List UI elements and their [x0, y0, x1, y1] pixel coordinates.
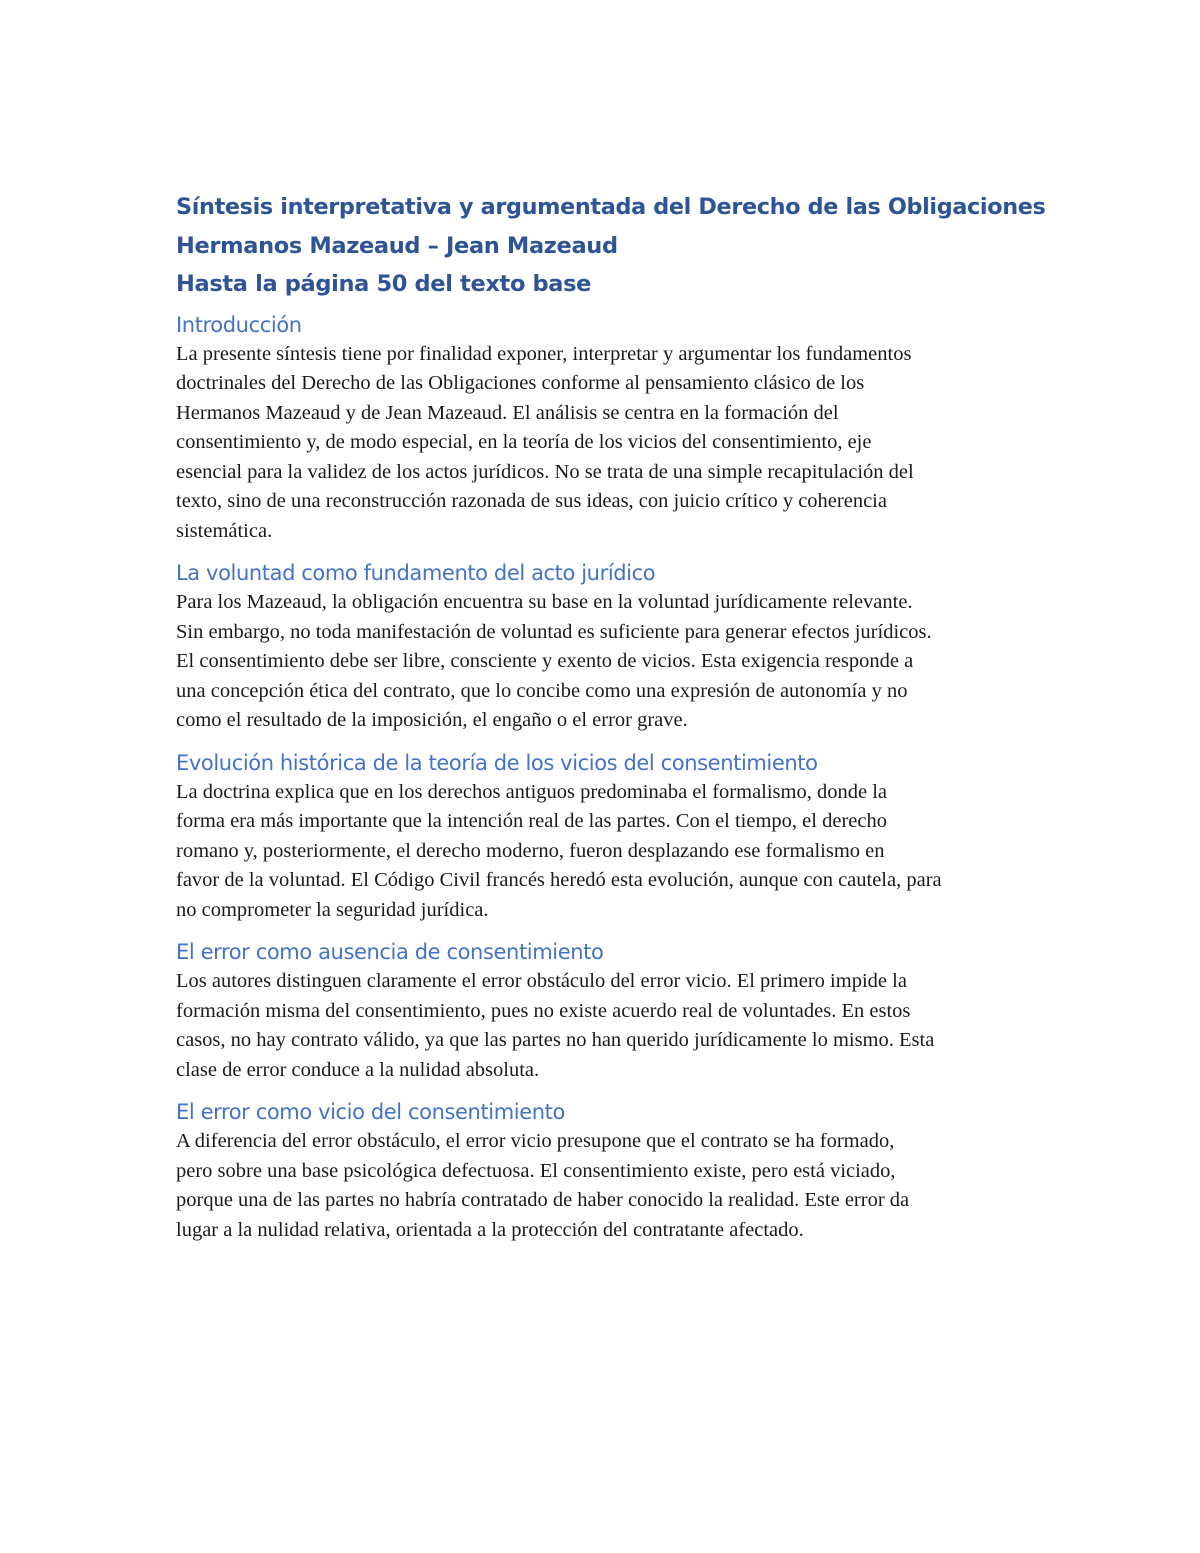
- body-line: A diferencia del error obstáculo, el error vicio presupone que el contrato se ha formado,: [176, 1130, 895, 1152]
- body-line: Los autores distinguen claramente el error obstáculo del error vicio. El primero impide la: [176, 970, 907, 992]
- body-line: sistemática.: [176, 519, 273, 542]
- body-line: forma era más importante que la intención real de las partes. Con el tiempo, el derecho: [176, 810, 887, 832]
- section-heading: El error como ausencia de consentimiento: [176, 940, 604, 964]
- author-line: Hermanos Mazeaud – Jean Mazeaud: [176, 232, 618, 259]
- body-line: La presente síntesis tiene por finalidad exponer, interpretar y argumentar los fundamentos: [176, 342, 912, 365]
- body-line: Para los Mazeaud, la obligación encuentra su base en la voluntad jurídicamente relevante.: [176, 591, 913, 613]
- section-introduccion: [176, 310, 1036, 547]
- section-heading: Evolución histórica de la teoría de los vicios del consentimiento: [176, 750, 818, 775]
- body-line: clase de error conduce a la nulidad absoluta.: [176, 1058, 540, 1081]
- section-body: [176, 967, 1036, 1085]
- section-error-vicio: [176, 1097, 1036, 1245]
- body-line: esencial para la validez de los actos jurídicos. No se trata de una simple recapitulación del: [176, 460, 914, 483]
- document-content: [176, 188, 1046, 1245]
- body-line: como el resultado de la imposición, el engaño o el error grave.: [176, 709, 688, 731]
- section-body: [176, 588, 1036, 736]
- body-line: romano y, posteriormente, el derecho moderno, fueron desplazando ese formalismo en: [176, 839, 885, 862]
- section-heading: El error como vicio del consentimiento: [176, 1100, 565, 1124]
- body-line: favor de la voluntad. El Código Civil francés heredó esta evolución, aunque con cautela, para: [176, 869, 942, 891]
- section-error-ausencia: [176, 937, 1036, 1085]
- body-line: casos, no hay contrato válido, ya que las partes no han querido jurídicamente lo mismo. Esta: [176, 1029, 935, 1051]
- body-line: porque una de las partes no habría contratado de haber conocido la realidad. Este error da: [176, 1189, 910, 1211]
- body-line: texto, sino de una reconstrucción razonada de sus ideas, con juicio crítico y coherencia: [176, 490, 887, 512]
- section-evolucion: [176, 748, 1036, 926]
- section-body: [176, 778, 1036, 926]
- section-voluntad: [176, 558, 1036, 736]
- body-line: una concepción ética del contrato, que lo concibe como una expresión de autonomía y no: [176, 679, 908, 702]
- body-line: El consentimiento debe ser libre, consciente y exento de vicios. Esta exigencia responde a: [176, 650, 914, 672]
- body-line: consentimiento y, de modo especial, en la teoría de los vicios del consentimiento, eje: [176, 431, 872, 453]
- body-line: formación misma del consentimiento, pues no existe acuerdo real de voluntades. En estos: [176, 999, 911, 1022]
- section-body: [176, 340, 1036, 547]
- body-line: La doctrina explica que en los derechos antiguos predominaba el formalismo, donde la: [176, 780, 888, 803]
- section-heading: La voluntad como fundamento del acto jurídico: [176, 561, 656, 585]
- title-line: Síntesis interpretativa y argumentada del Derecho de las Obligaciones: [176, 194, 1046, 220]
- body-line: doctrinales del Derecho de las Obligaciones conforme al pensamiento clásico de los: [176, 372, 865, 394]
- section-heading: Introducción: [176, 312, 302, 337]
- body-line: Sin embargo, no toda manifestación de voluntad es suficiente para generar efectos jurídicos.: [176, 620, 932, 643]
- document-title: [176, 188, 1046, 304]
- section-body: [176, 1127, 1036, 1245]
- body-line: Hermanos Mazeaud y de Jean Mazeaud. El análisis se centra en la formación del: [176, 401, 839, 424]
- body-line: lugar a la nulidad relativa, orientada a la protección del contratante afectado.: [176, 1218, 804, 1241]
- body-line: pero sobre una base psicológica defectuosa. El consentimiento existe, pero está viciado,: [176, 1159, 896, 1182]
- body-line: no comprometer la seguridad jurídica.: [176, 898, 489, 921]
- scope-line: Hasta la página 50 del texto base: [176, 271, 592, 297]
